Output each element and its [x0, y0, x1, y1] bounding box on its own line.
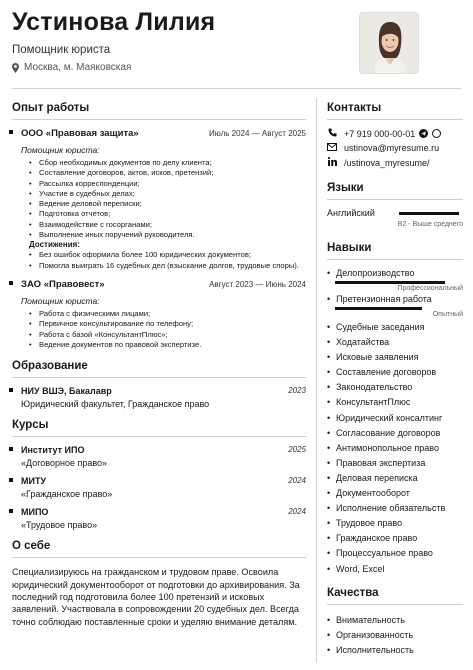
skill-level: Опытный — [432, 311, 463, 318]
skill-name: Делопроизводство — [336, 268, 415, 278]
job-dates: Июль 2024 — Август 2025 — [209, 129, 306, 138]
course-school: Институт ИПО — [21, 445, 85, 456]
skills-title: Навыки — [327, 242, 463, 260]
skill-item: • Процессуальное право — [327, 546, 463, 561]
quality-item: • Внимательность — [327, 613, 463, 628]
job-duties — [29, 158, 306, 240]
skill-item: • Гражданское право — [327, 531, 463, 546]
qualities-list — [327, 613, 463, 658]
language-name: Английский — [327, 208, 375, 218]
course-year: 2024 — [288, 476, 306, 486]
duty-item: • Ведение документов по правовой экспертизе. — [29, 340, 306, 350]
duty-item: • Ведение деловой переписки; — [29, 199, 306, 209]
duty-item: • Работа с физическими лицами; — [29, 309, 306, 319]
candidate-name: Устинова Лилия — [12, 8, 216, 36]
phone-row — [327, 128, 463, 139]
resume-header — [12, 8, 352, 73]
candidate-photo — [359, 12, 419, 74]
left-column — [12, 102, 306, 638]
right-column — [327, 102, 463, 668]
languages-title: Языки — [327, 182, 463, 200]
skill-item: • Деловая переписка — [327, 471, 463, 486]
skills-section — [327, 242, 463, 577]
telegram-icon[interactable] — [419, 129, 428, 138]
skill-item: • Ходатайства — [327, 335, 463, 350]
language-level: B2 - Выше среднего — [397, 221, 463, 228]
duty-item: • Выполнение иных поручений руководителя. — [29, 230, 306, 240]
language-row — [327, 208, 463, 218]
phone-link[interactable]: +7 919 000-00-01 — [344, 128, 416, 139]
experience-title: Опыт работы — [12, 102, 306, 120]
experience-section — [12, 102, 306, 350]
achievement-item: • Помогла выиграть 16 судебных дел (взыскание долгов, трудовые споры). — [29, 261, 306, 271]
duty-item: • Работа с базой «КонсультантПлюс»; — [29, 330, 306, 340]
job-company: ООО «Правовая защита» — [21, 128, 139, 139]
skill-item: • Законодательство — [327, 380, 463, 395]
achievement-item: • Без ошибок оформила более 100 юридических документов; — [29, 250, 306, 260]
skill-item: • Word, Excel — [327, 562, 463, 577]
skill-rated: • Делопроизводство Профессиональный — [327, 268, 463, 292]
quality-item: • Организованность — [327, 628, 463, 643]
education-title: Образование — [12, 360, 306, 378]
skills-list — [327, 320, 463, 577]
skill-item: • Антимонопольное право — [327, 441, 463, 456]
duty-item: • Сбор необходимых документов по делу клиента; — [29, 158, 306, 168]
skill-item: • Судебные заседания — [327, 320, 463, 335]
quality-item: • Исполнительность — [327, 643, 463, 658]
courses-section — [12, 419, 306, 530]
skill-level: Профессиональный — [397, 285, 463, 292]
job-duties — [29, 309, 306, 350]
job-role: Помощник юриста: — [21, 295, 100, 306]
duty-item: • Рассылка корреспонденции; — [29, 179, 306, 189]
candidate-location — [12, 62, 352, 73]
about-section — [12, 540, 306, 628]
entry-marker — [9, 509, 13, 513]
qualities-title: Качества — [327, 587, 463, 605]
duty-item: • Составление договоров, актов, исков, претензий; — [29, 168, 306, 178]
whatsapp-icon[interactable] — [432, 129, 441, 138]
job-role: Помощник юриста: — [21, 145, 100, 155]
about-title: О себе — [12, 540, 306, 558]
skill-item: • Документооборот — [327, 486, 463, 501]
contacts-title: Контакты — [327, 102, 463, 120]
skill-item: • Согласование договоров — [327, 426, 463, 441]
column-divider — [316, 98, 317, 663]
course-year: 2024 — [288, 507, 306, 517]
job-achievements — [29, 250, 306, 271]
skill-item: • Составление договоров — [327, 365, 463, 380]
skill-item: • Трудовое право — [327, 516, 463, 531]
email-link[interactable]: ustinova@myresume.ru — [344, 143, 440, 153]
skill-rated: • Претензионная работа Опытный — [327, 294, 463, 318]
course-name: «Договорное право» — [21, 458, 108, 469]
skill-level-bar — [335, 281, 445, 284]
skill-item: • Исполнение обязательств — [327, 501, 463, 516]
duty-item: • Первичное консультирование по телефону; — [29, 319, 306, 329]
education-entry — [12, 386, 306, 409]
skill-level-bar — [335, 307, 422, 310]
job-entry — [12, 279, 306, 350]
candidate-position: Помощник юриста — [12, 44, 111, 56]
qualities-section — [327, 587, 463, 658]
location-text: Москва, м. Маяковская — [24, 62, 132, 73]
languages-section — [327, 182, 463, 228]
messenger-icons — [419, 129, 441, 138]
skill-item: • Исковые заявления — [327, 350, 463, 365]
job-company: ЗАО «Правовест» — [21, 278, 105, 290]
achievements-label: Достижения: — [29, 240, 80, 250]
contacts-section — [327, 102, 463, 168]
entry-marker — [9, 478, 13, 482]
skill-item: • Юридический консалтинг — [327, 411, 463, 426]
header-divider — [12, 88, 461, 89]
education-school: НИУ ВШЭ, Бакалавр — [21, 386, 112, 397]
email-icon — [327, 143, 337, 153]
course-name: «Трудовое право» — [21, 520, 98, 531]
course-school: МИТУ — [21, 476, 47, 487]
duty-item: • Подготовка отчетов; — [29, 209, 306, 219]
location-pin-icon — [12, 63, 19, 73]
job-dates: Август 2023 — Июнь 2024 — [209, 279, 306, 289]
course-year: 2025 — [288, 445, 306, 455]
course-entry — [12, 476, 306, 499]
portrait-image — [360, 13, 419, 74]
duty-item: • Взаимодействие с госорганами; — [29, 220, 306, 230]
email-row — [327, 143, 463, 153]
job-entry — [12, 128, 306, 271]
course-entry — [12, 445, 306, 468]
language-level-bar — [399, 212, 459, 215]
linkedin-icon — [327, 157, 337, 168]
linkedin-row — [327, 157, 463, 168]
about-text: Специализируюсь на гражданском и трудовом праве. Освоила юридический документооборот от подготовки до архивирования. За последний год подготовила более 100 претензий и исковых заявлений. Участвовала в сопровождении 20 судебных дел. Всегда точно соблюдаю поставленные сроки и уделяю внимание деталям. — [12, 567, 300, 627]
phone-icon — [327, 128, 337, 139]
education-section — [12, 360, 306, 409]
course-entry — [12, 507, 306, 530]
skill-item: • КонсультантПлюс — [327, 395, 463, 410]
skill-item: • Правовая экспертиза — [327, 456, 463, 471]
duty-item: • Участие в судебных делах; — [29, 189, 306, 199]
entry-marker — [9, 130, 13, 134]
entry-marker — [9, 281, 13, 285]
entry-marker — [9, 447, 13, 451]
course-name: «Гражданское право» — [21, 489, 113, 500]
course-school: МИПО — [21, 507, 49, 518]
skill-name: Претензионная работа — [336, 294, 432, 304]
courses-title: Курсы — [12, 419, 306, 437]
linkedin-link[interactable]: /ustinova_myresume/ — [344, 157, 430, 168]
education-year: 2023 — [288, 386, 306, 396]
entry-marker — [9, 388, 13, 392]
education-faculty: Юридический факультет, Гражданское право — [21, 399, 210, 410]
